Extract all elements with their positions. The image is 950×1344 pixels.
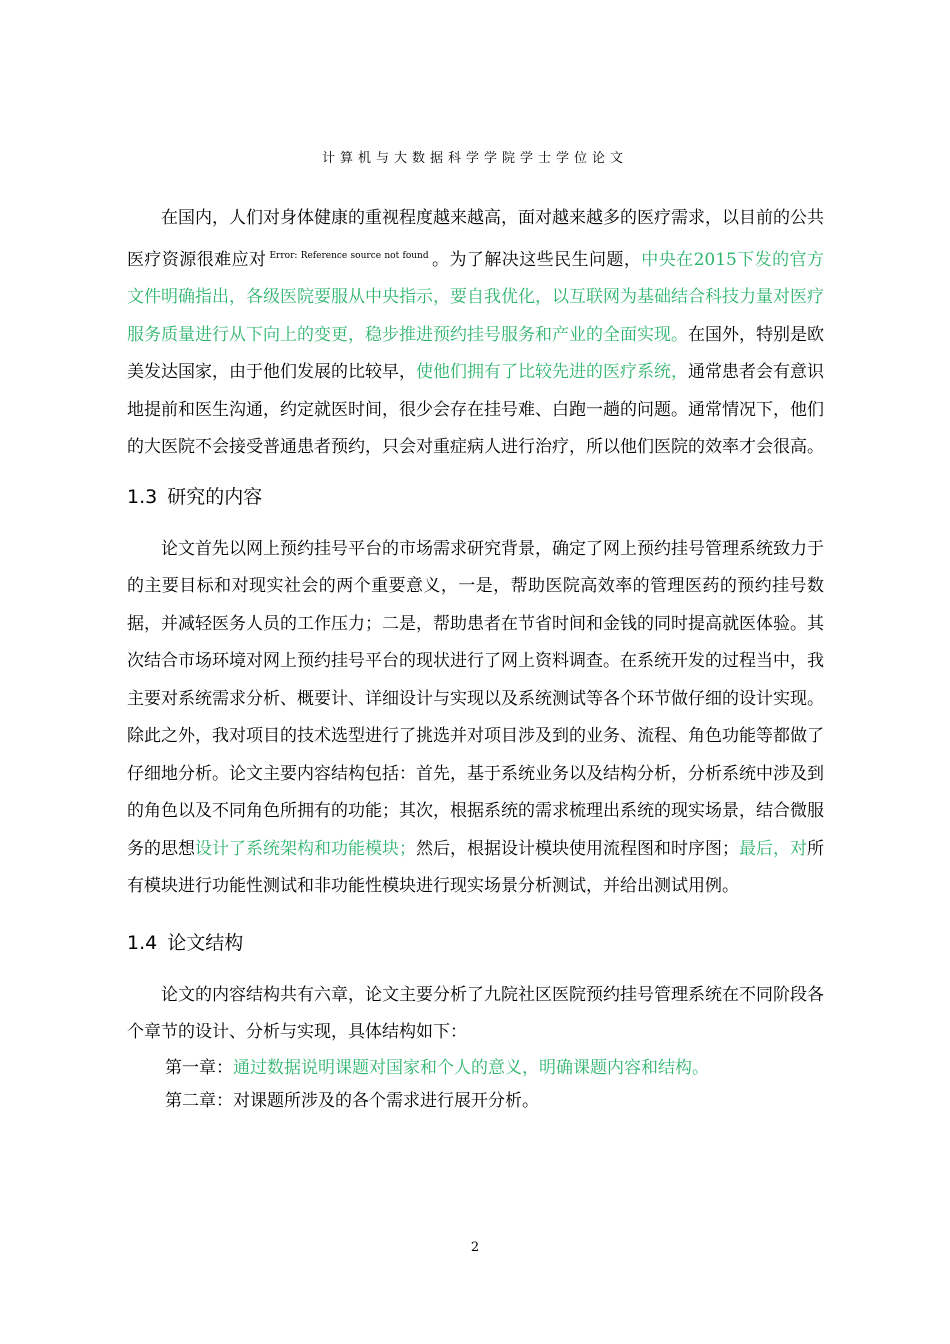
paragraph-domestic-foreign (127, 200, 824, 467)
text-run: 通常患者会有意识地提前和医生沟通，约定就医时间，很少会存在挂号难、白跑一趟的问题。通常情况下，他们的大医院不会接受普通患者预约，只会对重症病人进行治疗，所以他们医院的效率才会很高。 (127, 362, 824, 457)
highlighted-text: 最后，对 (739, 838, 807, 859)
page-number: 2 (470, 1240, 480, 1255)
chapter-item (127, 1085, 824, 1118)
paragraph-thesis-structure: 论文的内容结构共有六章，论文主要分析了九院社区医院预约挂号管理系统在不同阶段各个章节的设计、分析与实现，具体结构如下： (127, 984, 824, 1042)
chapter-text: 对课题所涉及的各个需求进行展开分析。 (233, 1090, 539, 1111)
chapter-text: 通过数据说明课题对国家和个人的意义，明确课题内容和结构。 (233, 1057, 709, 1078)
text-run: 论文首先以网上预约挂号平台的市场需求研究背景，确定了网上预约挂号管理系统致力于的主要目标和对现实社会的两个重要意义，一是，帮助医院高效率的管理医药的预约挂号数据，并减轻医务人员的工作压力；二是，帮助患者在节省时间和金钱的同时提高就医体验。其次结合市场环境对网上预约挂号平台的现状进行了网上资料调查。在系统开发的过程当中，我主要对系统需求分析、概要计、详细设计与实现以及系统测试等各个环节做仔细的设计实现。除此之外，我对项目的技术选型进行了挑选并对项目涉及到的业务、流程、角色功能等都做了仔细地分析。论文主要内容结构包括：首先，基于系统业务以及结构分析，分析系统中涉及到的角色以及不同角色所拥有的功能；其次，根据系统的需求梳理出系统的现实场景，结合微服务的思想 (127, 538, 824, 859)
chapter-label: 第二章： (165, 1090, 233, 1111)
reference-error: Error: Reference source not found (269, 250, 429, 261)
section-number: 1.3 (127, 485, 158, 508)
highlighted-text: 设计了系统架构和功能模块； (195, 838, 416, 859)
section-heading-1-4 (127, 921, 824, 965)
section-title: 研究的内容 (167, 485, 263, 508)
section-title: 论文结构 (167, 931, 244, 954)
chapter-label: 第一章： (165, 1057, 233, 1078)
text-run: 在国外，特别是欧美发达国家，由于他们发展的比较早， (127, 324, 824, 382)
text-run: 在国内，人们对身体健康的重视程度越来越高，面对越来越多的医疗需求，以目前的公共医疗资源很难应对 (127, 208, 824, 270)
text-run: 。为了解决这些民生问题， (431, 249, 642, 270)
section-heading-1-3 (127, 475, 824, 519)
chapter-item (127, 1052, 824, 1085)
highlighted-text: 中央在2015下发的官方文件明确指出，各级医院要服从中央指示，要自我优化，以互联网为基础结合科技力量对医疗服务质量进行从下向上的变更，稳步推进预约挂号服务和产业的全面实现。 (127, 249, 825, 345)
highlighted-text: 使他们拥有了比较先进的医疗系统， (416, 362, 688, 382)
section-number: 1.4 (127, 931, 158, 954)
paragraph-research-content (127, 531, 824, 906)
running-header: 计算机与大数据科学学院学士学位论文 (321, 151, 628, 166)
page-body (127, 200, 824, 1118)
text-run: 所有模块进行功能性测试和非功能性模块进行现实场景分析测试，并给出测试用例。 (127, 838, 824, 896)
text-run: 然后，根据设计模块使用流程图和时序图； (416, 838, 739, 859)
